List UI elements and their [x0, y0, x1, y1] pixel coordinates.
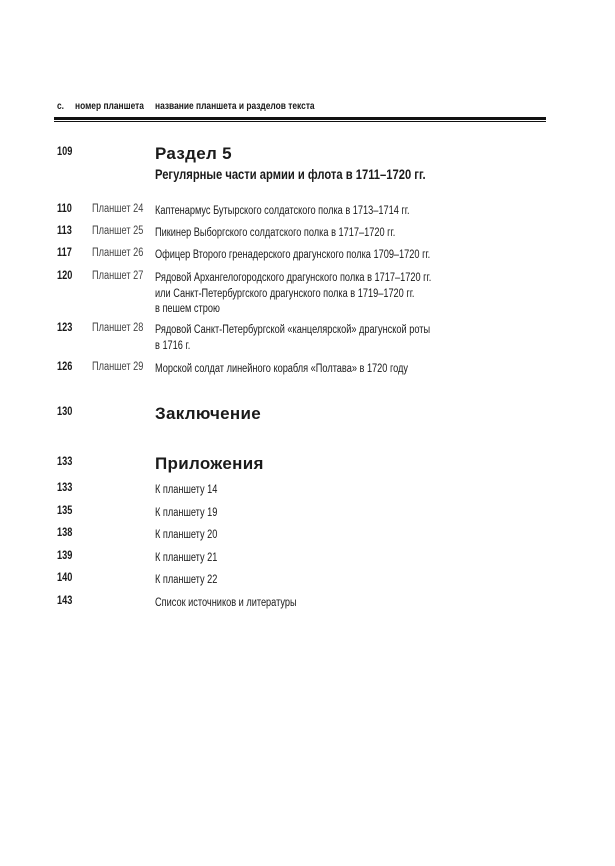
entry-title-line: Морской солдат линейного корабля «Полтава» в 1720 году — [155, 363, 408, 375]
plate-number: Планшет 28 — [92, 322, 144, 334]
entry-title-line: в 1716 г. — [155, 339, 191, 352]
page-number: 120 — [57, 270, 73, 282]
page-number: 126 — [57, 361, 73, 373]
page-number: 130 — [57, 406, 73, 418]
page-number: 109 — [57, 146, 73, 158]
page-number: 139 — [57, 549, 73, 562]
appendix-title: К планшету 14 — [155, 484, 218, 496]
entry-title-line: Каптенармус Бутырского солдатского полка в 1713–1714 гг. — [155, 205, 410, 217]
page-number: 133 — [57, 482, 73, 494]
appendix-title: К планшету 22 — [155, 574, 218, 587]
appendix-title: К планшету 21 — [155, 551, 218, 564]
plate-number: Планшет 29 — [92, 361, 144, 373]
page-number: 113 — [57, 225, 72, 237]
page-number: 140 — [57, 572, 73, 585]
page-number: 143 — [57, 595, 73, 607]
section-subtitle: Регулярные части армии и флота в 1711–1720 гг. — [155, 166, 426, 182]
plate-number: Планшет 24 — [92, 203, 144, 215]
entry-title-line: Рядовой Санкт-Петербургской «канцелярской» драгунской роты — [155, 324, 431, 336]
appendix-title: К планшету 20 — [155, 529, 218, 542]
entry-title-line: Пикинер Выборгского солдатского полка в 1717–1720 гг. — [155, 227, 396, 239]
header-col-page: с. — [57, 100, 65, 112]
header-col-plate: номер планшета — [75, 100, 144, 112]
entry-title-line: или Санкт-Петербургского драгунского полка в 1719–1720 гг. — [155, 287, 415, 300]
appendix-title: Список источников и литературы — [155, 597, 297, 609]
conclusion-title: Заключение — [155, 404, 261, 423]
section-title: Раздел 5 — [155, 144, 232, 163]
entry-title-line: Рядовой Архангелогородского драгунского полка в 1717–1720 гг. — [155, 272, 432, 284]
appendices-title: Приложения — [155, 454, 264, 473]
plate-number: Планшет 25 — [92, 225, 144, 237]
page-number: 138 — [57, 527, 73, 540]
header-col-title: название планшета и разделов текста — [155, 100, 315, 112]
entry-title-line: Офицер Второго гренадерского драгунского полка 1709–1720 гг. — [155, 249, 431, 261]
header-rule-thin — [54, 121, 546, 122]
page-number: 123 — [57, 322, 73, 334]
plate-number: Планшет 27 — [92, 270, 144, 282]
plate-number: Планшет 26 — [92, 247, 144, 259]
header-rule-thick — [54, 117, 546, 120]
page-number: 117 — [57, 247, 72, 259]
page-number: 135 — [57, 504, 73, 517]
page-number: 110 — [57, 203, 72, 215]
entry-title-line: в пешем строю — [155, 303, 220, 315]
page-number: 133 — [57, 456, 73, 468]
appendix-title: К планшету 19 — [155, 506, 218, 519]
